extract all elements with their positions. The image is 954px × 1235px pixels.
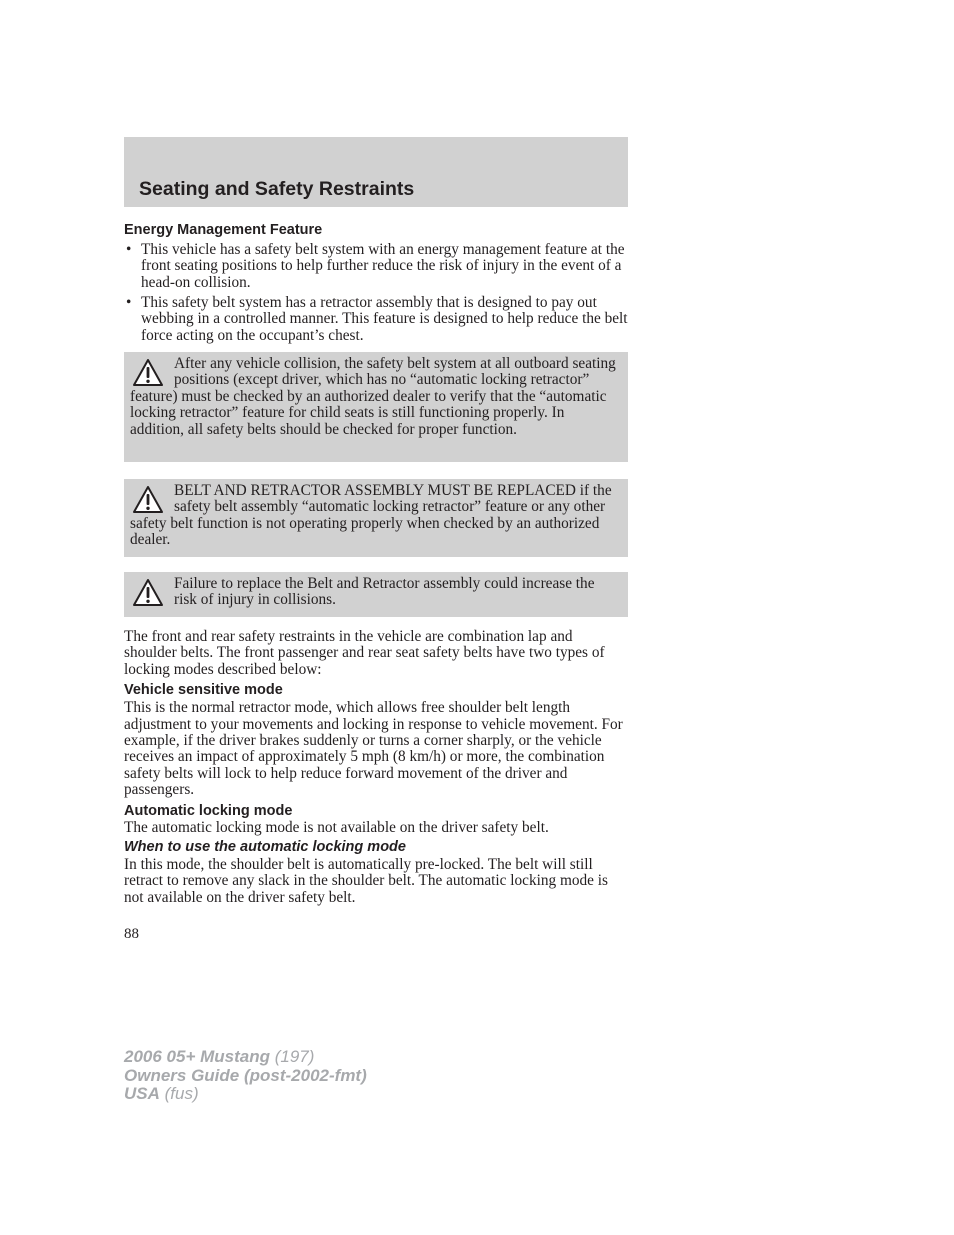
- footer-line-2: Owners Guide (post-2002-fmt): [124, 1065, 367, 1085]
- bullet-glyph: •: [126, 293, 132, 311]
- locking-modes-section: [124, 629, 628, 906]
- section-header-band: [124, 137, 628, 207]
- warning-triangle-icon: [132, 485, 164, 515]
- automatic-locking-mode-heading: Automatic locking mode: [124, 802, 293, 819]
- section-title: Seating and Safety Restraints: [139, 178, 415, 200]
- warning-text: After any vehicle collision, the safety belt system at all outboard seating positions (except driver, which has no “automatic locking retractor” feature) must be checked by an authorized dealer to verify that the “automatic locking retractor” feature for child seats is still functioning properly. In addition, all safety belts should be checked for proper function.: [130, 355, 616, 438]
- warning-text: Failure to replace the Belt and Retractor assembly could increase the risk of injury in collisions.: [174, 575, 595, 609]
- warning-text: BELT AND RETRACTOR ASSEMBLY MUST BE REPLACED if the safety belt assembly “automatic locking retractor” feature or any other safety belt function is not operating properly when checked by an authorized dealer.: [130, 482, 612, 549]
- when-to-use-heading: When to use the automatic locking mode: [124, 839, 406, 856]
- bullet-glyph: •: [126, 241, 132, 258]
- document-footer: [124, 1048, 367, 1104]
- footer-line-1: 2006 05+ Mustang (197): [124, 1047, 315, 1066]
- warning-box-collision-check: [124, 352, 628, 462]
- energy-bullet-list: [124, 242, 628, 344]
- warning-box-replace-assembly: [124, 479, 628, 557]
- footer-line-3: USA (fus): [124, 1084, 199, 1103]
- warning-triangle-icon: [132, 578, 164, 608]
- warning-triangle-icon: [132, 358, 164, 388]
- list-item: • This safety belt system has a retractor assembly that is designed to pay out webbing in a controlled manner. This feature is designed to help reduce the belt force acting on the occupant’s chest.: [126, 293, 628, 344]
- page-number: 88: [124, 926, 139, 942]
- energy-management-heading: Energy Management Feature: [124, 222, 323, 238]
- vehicle-sensitive-mode-heading: Vehicle sensitive mode: [124, 682, 283, 699]
- warning-box-injury-risk: [124, 572, 628, 617]
- list-item: • This vehicle has a safety belt system with an energy management feature at the front seating positions to help further reduce the risk of injury in the event of a head-on collision.: [126, 241, 625, 291]
- vehicle-sensitive-mode-text: This is the normal retractor mode, which allows free shoulder belt length adjustment to your movements and locking in response to vehicle movement. For example, if the driver brakes suddenly or turns a corner sharply, or the vehicle receives an impact of approximately 5 mph (8 km/h) or more, the combination safety belts will lock to help reduce forward movement of the driver and passengers.: [124, 699, 623, 799]
- when-to-use-text: In this mode, the shoulder belt is automatically pre-locked. The belt will still retract to remove any slack in the shoulder belt. The automatic locking mode is not available on the driver safety belt.: [124, 856, 608, 906]
- intro-paragraph: The front and rear safety restraints in the vehicle are combination lap and shoulder belts. The front passenger and rear seat safety belts have two types of locking modes described below:: [124, 628, 605, 678]
- energy-management-section: [124, 221, 628, 347]
- automatic-locking-mode-text: The automatic locking mode is not available on the driver safety belt.: [124, 818, 549, 836]
